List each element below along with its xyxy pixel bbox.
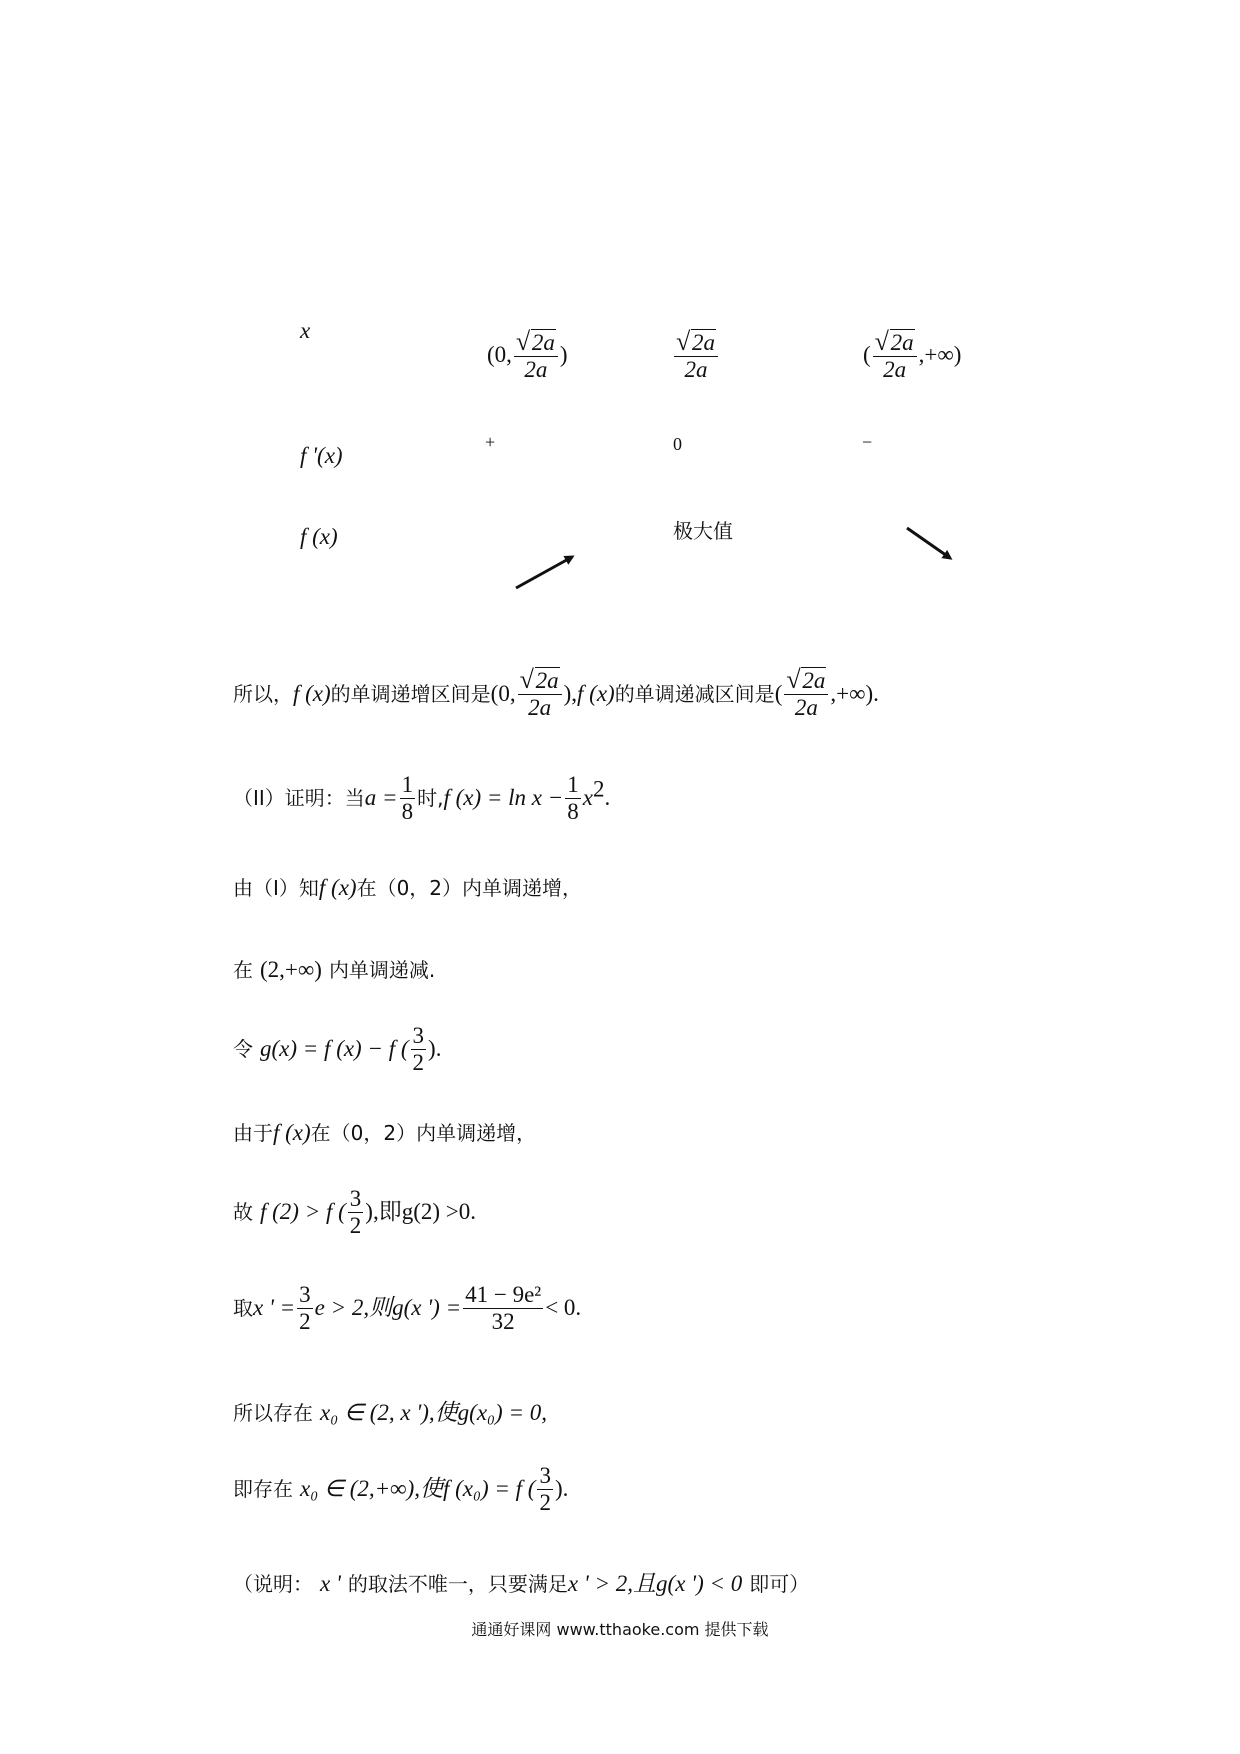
footer-source: 通通好课网 www.tthaoke.com 提供下载: [471, 1620, 769, 1639]
col1-open: (0,: [487, 342, 512, 368]
col1-close: ): [559, 342, 568, 368]
col1-frac-num: 2a: [531, 330, 555, 355]
monotonic-arrows: [0, 0, 1240, 620]
col3-frac-num: 2a: [890, 330, 914, 355]
line-decreasing-2-inf: 在 (2,+∞) 内单调递减.: [233, 957, 436, 982]
col3-close: ,+∞): [918, 342, 962, 368]
table-row-f-label: f (x): [300, 524, 338, 549]
col3-frac-den: 2a: [883, 357, 907, 383]
col2-frac-num: 2a: [692, 330, 715, 355]
col2-frac-den: 2a: [684, 357, 708, 383]
col1-frac-den: 2a: [524, 357, 548, 383]
line-g2-positive: 故 f (2) > f ( $\frac{3}{2}$ ),即g(2) >0.: [233, 1186, 476, 1239]
table-header-x: x: [300, 318, 311, 343]
note-line: （说明： x ' 的取法不唯一，只要满足x ' > 2,且g(x ') < 0 即可）: [233, 1571, 810, 1596]
sign-col2: 0: [673, 434, 682, 454]
col3-open: (: [863, 342, 871, 368]
line-since-increasing: 由于f (x)在（0，2）内单调递增，: [233, 1120, 537, 1145]
line-conclusion-x0: 即存在 x₀ ∈ (2,+∞),使f (x₀) = f ( $\frac{3}{2}$ ).: [233, 1463, 569, 1516]
line-choose-xprime: 取x ' = $\frac{3}{2}$ e > 2,则g(x ') = $\frac{\text{41 − 9e²}}{32}$ < 0.: [233, 1282, 582, 1335]
table-row-fprime-label: f '(x): [300, 443, 343, 468]
decreasing-arrow-icon: [907, 528, 950, 558]
line-exists-x0: 所以存在 x₀ ∈ (2, x '),使g(x₀) = 0,: [233, 1400, 547, 1425]
line-increasing-0-2: 由（I）知f (x)在（0，2）内单调递增，: [233, 875, 583, 900]
sign-col1: +: [485, 432, 496, 452]
line-define-g: 令 g(x) = f (x) − f ( $\frac{3}{2}$ ).: [233, 1023, 442, 1076]
sign-col3: −: [862, 432, 873, 452]
max-value-label: 极大值: [673, 519, 733, 543]
conclusion-line: 所以，f (x)的单调递增区间是(0, √ $\frac{2a}{2a}$ ),f (x)的单调递减区间是( √ $\frac{2a}{2a}$ ,+∞).: [233, 668, 879, 722]
increasing-arrow-icon: [516, 557, 572, 588]
proof-part2-line: （II）证明：当a = $\frac{1}{8}$ 时,f (x) = ln x − $\frac{1}{8}$ $x^2$.: [233, 772, 611, 825]
